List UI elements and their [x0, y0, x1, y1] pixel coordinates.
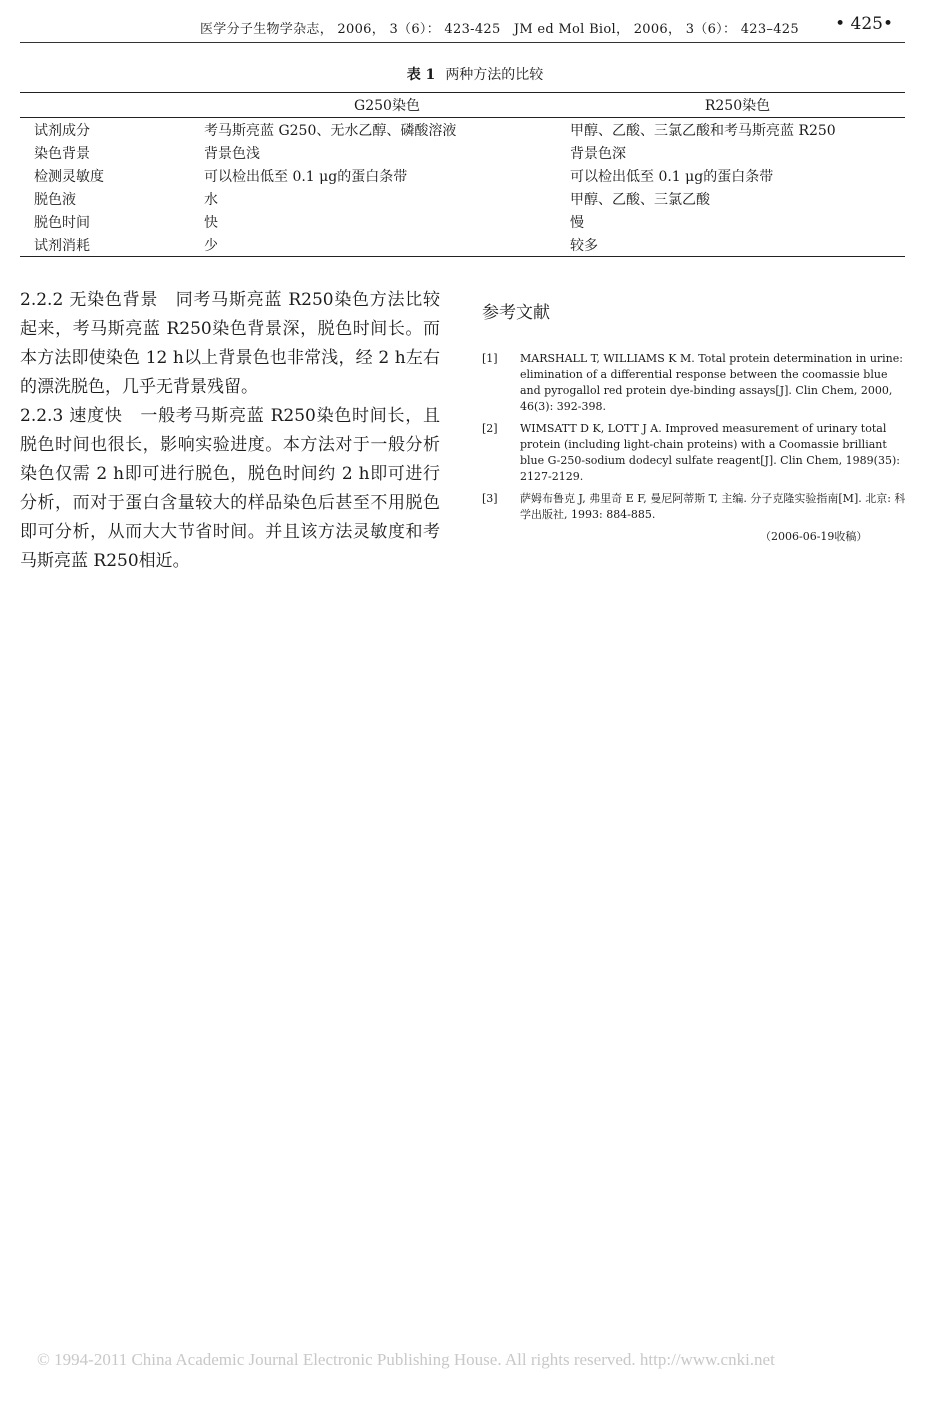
reference-text: WIMSATT D K, LOTT J A. Improved measurement of urinary total protein (including light-chain proteins) with a Coomassie brilliant blue G-250-sodium dodecyl sulfate reagent[J]. Clin Chem, 1989(35): 2127-2129. — [520, 422, 900, 483]
g250-cell: 水 — [204, 191, 218, 208]
table-row — [20, 210, 905, 233]
copyright-footer: © 1994-2011 China Academic Journal Electronic Publishing House. All rights reserved. http://www.cnki.net — [37, 1350, 775, 1369]
reference-item — [482, 351, 907, 415]
table-title: 两种方法的比较 — [445, 67, 544, 83]
g250-cell: 考马斯亮蓝 G250、无水乙醇、磷酸溶液 — [204, 122, 457, 139]
r250-cell: 背景色深 — [570, 145, 626, 162]
reference-number: [2] — [482, 422, 498, 435]
g250-cell: 少 — [204, 233, 570, 257]
r250-cell: 慢 — [570, 214, 584, 231]
table-header-row — [20, 93, 905, 118]
table-row — [20, 118, 905, 142]
section-2-2-2: 2.2.2 无染色背景 同考马斯亮蓝 R250染色方法比较起来，考马斯亮蓝 R250染色背景深，脱色时间长。而本方法即使染色 12 h以上背景色也非常浅，经 2 h左右的漂洗脱色，几乎无背景残留。 — [20, 290, 440, 397]
row-label: 染色背景 — [34, 145, 90, 162]
reference-text: 萨姆布鲁克 J, 弗里奇 E F, 曼尼阿蒂斯 T, 主编. 分子克隆实验指南[M]. 北京: 科学出版社, 1993: 884-885. — [520, 492, 906, 521]
comparison-table — [20, 92, 905, 257]
row-label: 试剂成分 — [34, 122, 90, 139]
r250-cell: 可以检出低至 0.1 μg的蛋白条带 — [570, 168, 774, 185]
row-label: 检测灵敏度 — [34, 168, 104, 185]
section-2-2-3: 2.2.3 速度快 一般考马斯亮蓝 R250染色时间长，且脱色时间也很长，影响实验进度。本方法对于一般分析染色仅需 2 h即可进行脱色，脱色时间约 2 h即可进行分析，而对于蛋白含量较大的样品染色后甚至不用脱色即可分析，从而大大节省时间。并且该方法灵敏度和考马斯亮蓝 R250相近。 — [20, 406, 440, 571]
table-row — [20, 164, 905, 187]
page-number: • 425• — [835, 14, 893, 34]
journal-citation: 医学分子生物学杂志， 2006， 3（6）： 423-425 JM ed Mol Biol， 2006， 3（6）： 423–425 — [200, 22, 799, 37]
g250-cell: 快 — [204, 214, 218, 231]
reference-number: [3] — [482, 492, 498, 505]
r250-cell: 甲醇、乙酸、三氯乙酸 — [570, 191, 710, 208]
r250-cell: 甲醇、乙酸、三氯乙酸和考马斯亮蓝 R250 — [570, 122, 836, 139]
table-header-cell: R250染色 — [570, 93, 905, 118]
reference-item — [482, 491, 907, 523]
reference-number: [1] — [482, 352, 498, 365]
row-label: 试剂消耗 — [20, 233, 204, 257]
references-section — [482, 298, 907, 529]
received-date: （2006-06-19收稿） — [760, 530, 868, 543]
row-label: 脱色液 — [34, 191, 76, 208]
r250-cell: 较多 — [570, 233, 905, 257]
g250-cell: 可以检出低至 0.1 μg的蛋白条带 — [204, 168, 408, 185]
table-header-cell — [20, 93, 204, 118]
g250-cell: 背景色浅 — [204, 145, 260, 162]
table-header-cell: G250染色 — [204, 93, 570, 118]
table-row — [20, 233, 905, 257]
reference-item — [482, 421, 907, 485]
table-caption — [0, 64, 950, 84]
table-row — [20, 141, 905, 164]
row-label: 脱色时间 — [34, 214, 90, 231]
running-header — [20, 14, 905, 43]
body-column — [20, 286, 440, 576]
reference-text: MARSHALL T, WILLIAMS K M. Total protein determination in urine: elimination of a differential response between the coomassie blue and pyrogallol red protein dye-binding assays[J]. Clin Chem, 2000, 46(3): 392-398. — [520, 352, 903, 413]
table-row — [20, 187, 905, 210]
table-label: 表 1 — [406, 67, 436, 83]
references-title: 参考文献 — [482, 303, 550, 323]
